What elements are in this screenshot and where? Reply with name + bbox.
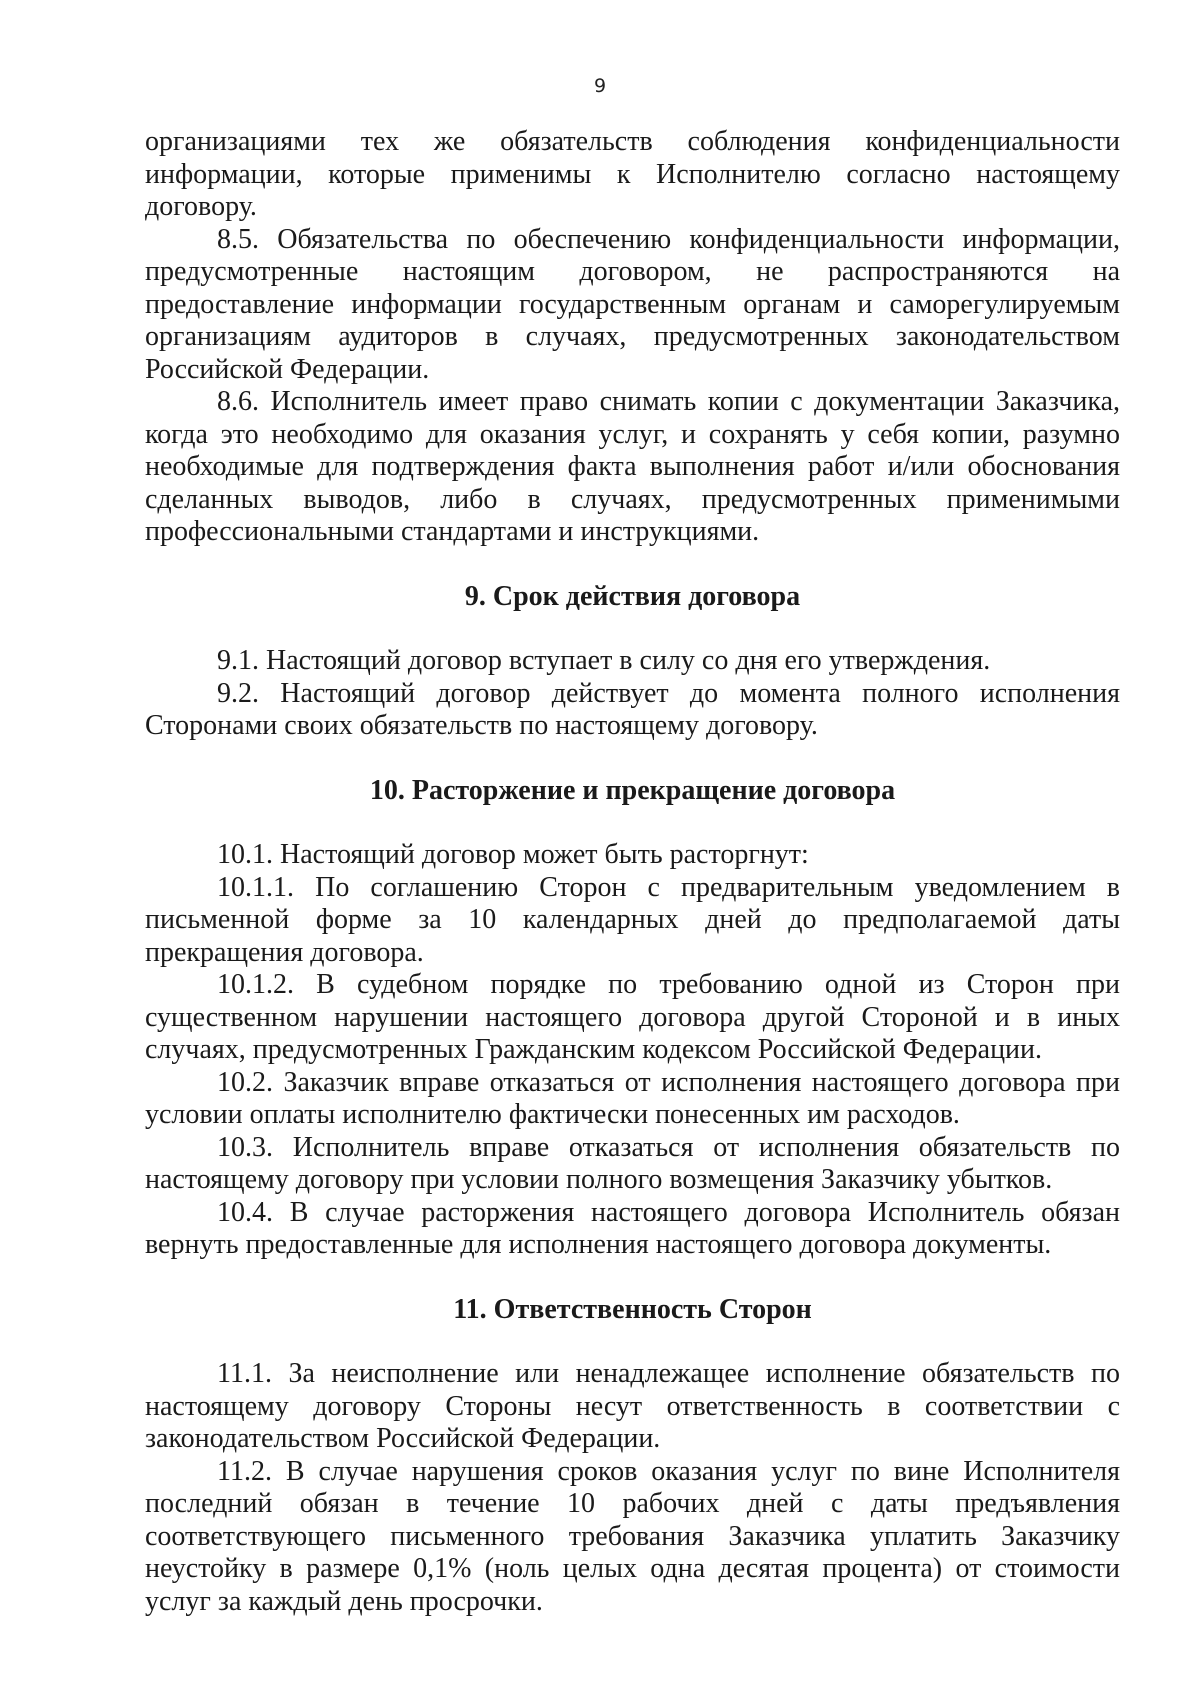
paragraph-10-2: 10.2. Заказчик вправе отказаться от исполнения настоящего договора при условии оплаты исполнителю фактически понесенных им расходов. bbox=[145, 1066, 1120, 1130]
document-body bbox=[145, 126, 1120, 1618]
paragraph-10-1-1: 10.1.1. По соглашению Сторон с предварительным уведомлением в письменной форме за 10 календарных дней до предполагаемой даты прекращения договора. bbox=[145, 871, 1120, 968]
paragraph-11-2: 11.2. В случае нарушения сроков оказания услуг по вине Исполнителя последний обязан в течение 10 рабочих дней с даты предъявления соответствующего письменного требования Заказчика уплатить Заказчику неустойку в размере 0,1% (ноль целых одна десятая процента) от стоимости услуг за каждый день просрочки. bbox=[145, 1455, 1120, 1617]
section-heading-10: 10. Расторжение и прекращение договора bbox=[369, 774, 896, 806]
paragraph-10-1: 10.1. Настоящий договор может быть расторгнут: bbox=[217, 839, 809, 870]
paragraph-10-4: 10.4. В случае расторжения настоящего договора Исполнитель обязан вернуть предоставленные для исполнения настоящего договора документы. bbox=[145, 1196, 1120, 1260]
paragraph-10-1-2: 10.1.2. В судебном порядке по требованию одной из Сторон при существенном нарушении настоящего договора другой Стороной и в иных случаях, предусмотренных Гражданским кодексом Российской Федерации. bbox=[145, 969, 1120, 1065]
paragraph-9-2: 9.2. Настоящий договор действует до момента полного исполнения Сторонами своих обязательств по настоящему договору. bbox=[145, 677, 1120, 741]
paragraph-8-6: 8.6. Исполнитель имеет право снимать копии с документации Заказчика, когда это необходимо для оказания услуг, и сохранять у себя копии, разумно необходимые для подтверждения факта выполнения работ и/или обоснования сделанных выводов, либо в случаях, предусмотренных применимыми профессиональными стандартами и инструкциями. bbox=[145, 386, 1120, 547]
section-heading-11: 11. Ответственность Сторон bbox=[453, 1293, 812, 1325]
paragraph-8-5: 8.5. Обязательства по обеспечению конфиденциальности информации, предусмотренные настоящим договором, не распространяются на предоставление информации государственным органам и саморегулируемым организациям аудиторов в случаях, предусмотренных законодательством Российской Федерации. bbox=[145, 223, 1120, 385]
paragraph-9-1: 9.1. Настоящий договор вступает в силу со дня его утверждения. bbox=[217, 645, 991, 676]
paragraph-11-1: 11.1. За неисполнение или ненадлежащее исполнение обязательств по настоящему договору Стороны несут ответственность в соответствии с законодательством Российской Федерации. bbox=[145, 1358, 1120, 1454]
section-heading-9: 9. Срок действия договора bbox=[464, 580, 801, 612]
paragraph-10-3: 10.3. Исполнитель вправе отказаться от исполнения обязательств по настоящему договору при условии полного возмещения Заказчику убытков. bbox=[145, 1131, 1120, 1195]
page-number: 9 bbox=[593, 75, 607, 97]
paragraph-continuation: организациями тех же обязательств соблюдения конфиденциальности информации, которые применимы к Исполнителю согласно настоящему договору. bbox=[145, 126, 1120, 222]
